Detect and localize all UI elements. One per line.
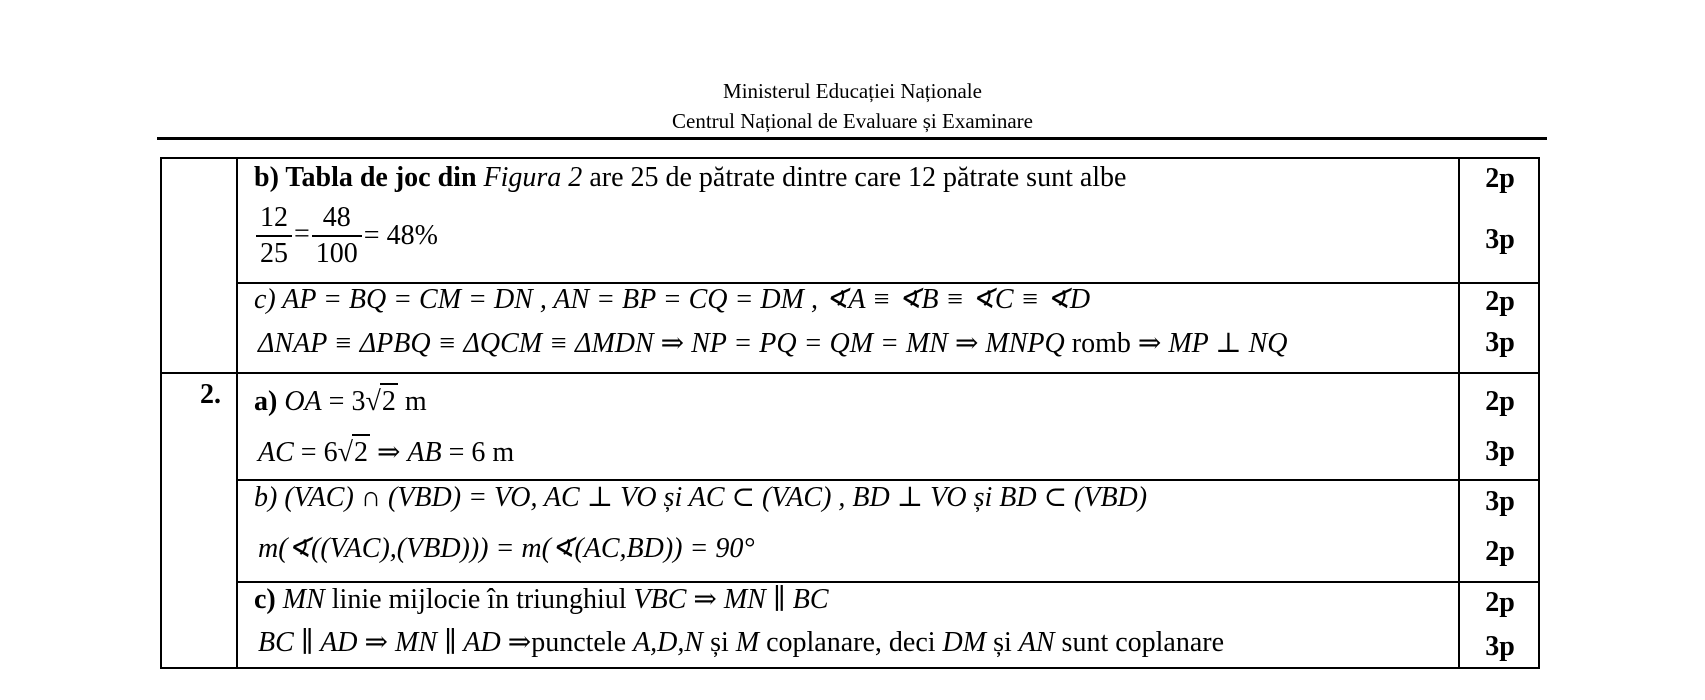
parallel-chain: BC ∥ AD ⇒ MN ∥ AD ⇒ <box>258 627 532 658</box>
row2-a-label: a) <box>254 386 285 417</box>
row2-a-line1: a) OA = 3√2 m <box>254 383 427 419</box>
ab-value: = 6 m <box>441 437 515 468</box>
segment-MN: MN <box>282 584 325 615</box>
line-AN: AN <box>1018 627 1055 658</box>
row2-b-line2: m(∢((VAC),(VBD))) = m(∢(AC,BD)) = 90° <box>258 533 755 564</box>
equals-sign: = <box>294 218 310 250</box>
question-number-2: 2. <box>200 379 221 410</box>
frac1-numerator: 12 <box>256 201 292 237</box>
percent-result: = 48% <box>363 220 438 251</box>
frac2-denominator: 100 <box>315 238 358 269</box>
row1-c-congruence: ΔNAP ≡ ΔPBQ ≡ ΔQCM ≡ ΔMDN ⇒ NP = PQ = QM = MN ⇒ MNPQ <box>258 328 1065 359</box>
row1-b-fraction-expr <box>254 201 438 271</box>
row-divider-1-2 <box>162 372 1538 374</box>
grading-table <box>160 157 1540 669</box>
row1-b-statement <box>254 161 1126 195</box>
row2-b-points-2: 2p <box>1485 536 1515 567</box>
col-divider-points <box>1458 159 1460 667</box>
row2-b-line1: b) (VAC) ∩ (VBD) = VO, AC ⊥ VO și AC ⊂ (VAC) , BD ⊥ VO și BD ⊂ (VBD) <box>254 482 1148 513</box>
row1-c-romb: romb <box>1064 328 1138 359</box>
row1-c-points-1: 2p <box>1485 286 1515 317</box>
center-title: Centrul Național de Evaluare și Examinare <box>672 109 1033 133</box>
row2-a-points-2: 3p <box>1485 436 1515 467</box>
row2-a-points-1: 2p <box>1485 386 1515 417</box>
row2-c-label: c) <box>254 584 283 615</box>
points-ADN: A,D,N <box>633 627 704 658</box>
points-word: punctele <box>531 627 634 658</box>
row1-b-points-2: 3p <box>1485 224 1515 255</box>
segment-AB: AB <box>407 437 442 468</box>
line-DM: DM <box>942 627 987 658</box>
row2-c-points-1: 2p <box>1485 587 1515 618</box>
implies-arrow: ⇒ <box>369 437 408 468</box>
col-divider-number <box>236 159 238 667</box>
point-M: M <box>735 627 760 658</box>
row1-b-figure-ref: Figura 2 <box>483 162 583 193</box>
segment-AC: AC <box>258 437 294 468</box>
fraction-48-100 <box>312 201 362 271</box>
frac2-numerator: 48 <box>312 201 362 237</box>
sqrt-2-b: 2 <box>352 434 370 470</box>
conclusion-text: sunt coplanare <box>1054 627 1225 658</box>
sqrt-2-a: 2 <box>380 383 398 419</box>
midline-text: linie mijlocie în triunghiul <box>324 584 634 615</box>
row1-b-prefix: b) Tabla de joc din <box>254 162 484 193</box>
row2-c-line2 <box>258 626 1224 660</box>
header-rule <box>157 137 1547 140</box>
row1-b-suffix: are 25 de pătrate dintre care 12 pătrate sunt albe <box>582 162 1127 193</box>
row2-a-line2: AC = 6√2 ⇒ AB = 6 m <box>258 434 514 470</box>
row2-c-line1 <box>254 583 829 617</box>
ministry-title: Ministerul Educației Naționale <box>723 79 982 103</box>
and-word-2: și <box>986 627 1019 658</box>
frac1-denominator: 25 <box>260 238 288 269</box>
row2-b-points-1: 3p <box>1485 486 1515 517</box>
coplanar-text: coplanare, deci <box>759 627 943 658</box>
row1-c-points-2: 3p <box>1485 327 1515 358</box>
row1-b-points-1: 2p <box>1485 163 1515 194</box>
row1-c-line2 <box>258 327 1287 361</box>
coef-3: = 3 <box>321 386 366 417</box>
fraction-12-25 <box>256 201 292 271</box>
segment-OA: OA <box>284 386 322 417</box>
parallel-statement: VBC ⇒ MN ∥ BC <box>633 584 829 615</box>
row1-c-perp: ⇒ MP ⊥ NQ <box>1137 328 1288 359</box>
row1-c-line1: c) AP = BQ = CM = DN , AN = BP = CQ = DM , ∢A ≡ ∢B ≡ ∢C ≡ ∢D <box>254 284 1091 315</box>
unit-m: m <box>397 386 427 417</box>
coef-6: = 6 <box>293 437 338 468</box>
row2-c-points-2: 3p <box>1485 631 1515 662</box>
and-word-1: și <box>703 627 736 658</box>
